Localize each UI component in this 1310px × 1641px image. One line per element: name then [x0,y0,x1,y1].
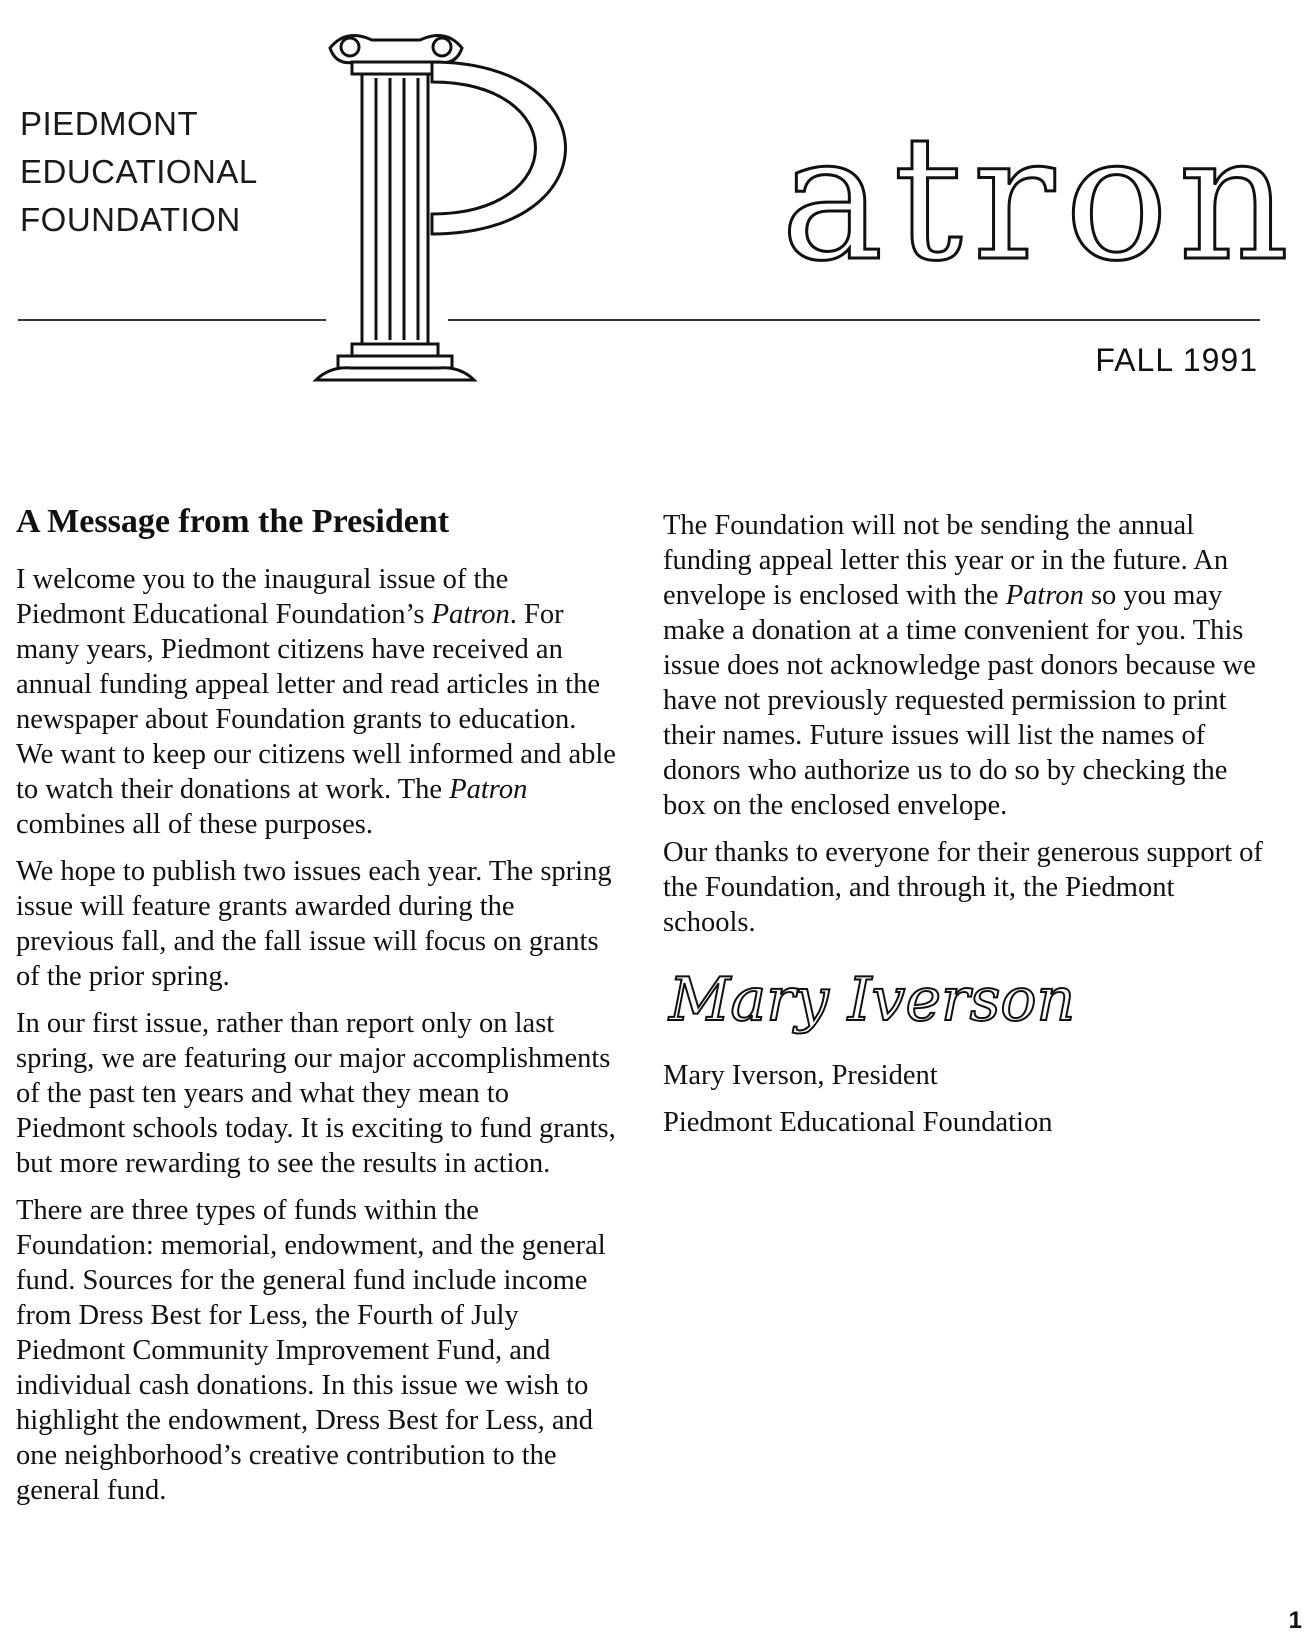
article-column-left [16,500,616,1520]
organization-name [20,100,258,244]
signer-organization: Piedmont Educational Foundation [663,1107,1053,1138]
org-line-3: FOUNDATION [20,201,241,238]
masthead-title-rest: atron [780,98,1300,299]
issue-date: FALL 1991 [1095,342,1258,378]
article-column-right [663,508,1273,1152]
paragraph-6: Our thanks to everyone for their generous support of the Foundation, and through it, the Piedmont schools. [663,837,1263,938]
page-number: 1 [1288,1607,1302,1634]
paragraph-5: The Foundation will not be sending the annual funding appeal letter this year or in the future. An envelope is enclosed with the Patron so you may make a donation at a time convenient for you. This issue does not acknowledge past donors because we have not previously requested permission to print their names. Future issues will list the names of donors who authorize us to do so by checking the box on the enclosed envelope. [663,510,1256,821]
paragraph-4: There are three types of funds within the Foundation: memorial, endowment, and the general fund. Sources for the general fund include income from Dress Best for Less, the Fourth of July Piedmont Community Improvement Fund, and individual cash donations. In this issue we wish to highlight the endowment, Dress Best for Less, and one neighborhood’s creative contribution to the general fund. [16,1195,606,1506]
org-line-1: PIEDMONT [20,105,199,142]
paragraph-2: We hope to publish two issues each year. The spring issue will feature grants awarded during the previous fall, and the fall issue will focus on grants of the prior spring. [16,856,612,992]
handwritten-signature [663,958,1273,1048]
paragraph-1: I welcome you to the inaugural issue of the Piedmont Educational Foundation’s Patron. For many years, Piedmont citizens have received an annual funding appeal letter and read articles in the newspaper about Foundation grants to education. We want to keep our citizens well informed and able to watch their donations at work. The Patron combines all of these purposes. [16,564,616,840]
header-rule-left [18,319,326,321]
letter-p-bowl [432,62,566,234]
header-rule-right [448,319,1260,321]
paragraph-3: In our first issue, rather than report only on last spring, we are featuring our major accomplishments of the past ten years and what they mean to Piedmont schools today. It is exciting to fund grants, but more rewarding to see the results in action. [16,1008,616,1179]
column-icon [316,36,474,381]
org-line-2: EDUCATIONAL [20,153,258,190]
signature-mark: Mary Iverson [669,965,1076,1035]
article-title: A Message from the President [16,503,450,540]
signer-name: Mary Iverson, President [663,1060,938,1091]
